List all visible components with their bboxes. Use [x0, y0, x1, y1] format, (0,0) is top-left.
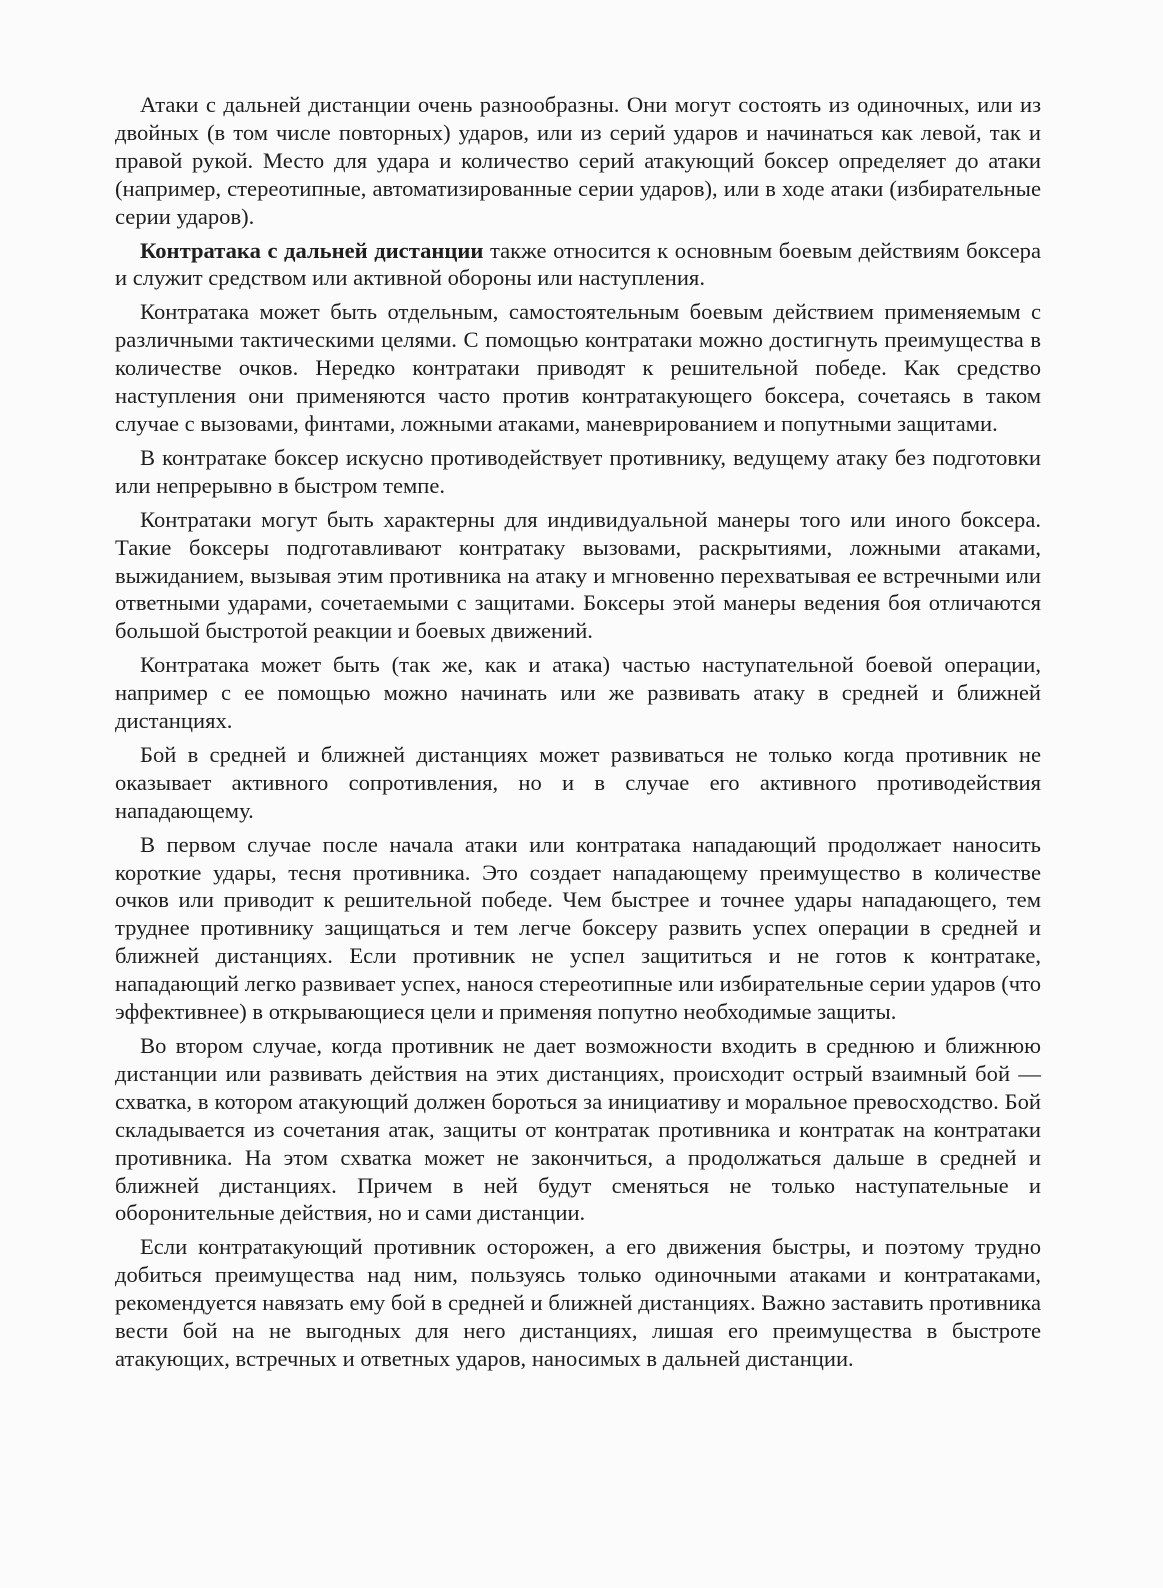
paragraph-3 [115, 298, 1041, 438]
paragraph-text: Бой в средней и ближней дистанциях может развиваться не только когда противник не оказывает активного сопротивления, но и в случае его активного противодействия нападающему. [115, 741, 1041, 823]
paragraph-text: В первом случае после начала атаки или контратака нападающий продолжает наносить короткие удары, тесня противника. Это создает нападающему преимущество в количестве очков или приводит к решительной победе. Чем быстрее и точнее удары нападающего, тем труднее противнику защищаться и тем легче боксеру развить успех операции в средней и ближней дистанциях. Если противник не успел защититься и не готов к контратаке, нападающий легко развивает успех, нанося стереотипные или избирательные серии ударов (что эффективнее) в открывающиеся цели и применяя попутно необходимые защиты. [115, 831, 1041, 1025]
paragraph-5 [115, 506, 1041, 646]
paragraph-text: В контратаке боксер искусно противодействует противнику, ведущему атаку без подготовки или непрерывно в быстром темпе. [115, 444, 1041, 498]
paragraph-4 [115, 444, 1041, 500]
paragraph-text: Контратака может быть отдельным, самостоятельным боевым действием применяемым с различными тактическими целями. С помощью контратаки можно достигнуть преимущества в количестве очков. Нередко контратаки приводят к решительной победе. Как средство наступления они применяются часто против контратакующего боксера, сочетаясь в таком случае с вызовами, финтами, ложными атаками, маневрированием и попутными защитами. [115, 299, 1041, 436]
paragraph-10 [115, 1233, 1041, 1373]
paragraph-text: Контратака может быть (так же, как и атака) частью наступательной боевой операции, например с ее помощью можно начинать или же развивать атаку в средней и ближней дистанциях. [115, 652, 1041, 734]
paragraph-2 [115, 237, 1041, 293]
paragraph-6 [115, 651, 1041, 735]
paragraph-text: Атаки с дальней дистанции очень разнообразны. Они могут состоять из одиночных, или из двойных (в том числе повторных) ударов, или из серий ударов и начинаться как левой, так и правой рукой. Место для удара и количество серий атакующий боксер определяет до атаки (например, стереотипные, автоматизированные серии ударов), или в ходе атаки (избирательные серии ударов). [115, 92, 1041, 229]
text-block [115, 91, 1041, 1379]
paragraph-7 [115, 741, 1041, 825]
paragraph-9 [115, 1032, 1041, 1227]
paragraph-8 [115, 831, 1041, 1026]
paragraph-1 [115, 91, 1041, 231]
paragraph-text: Если контратакующий противник осторожен, а его движения быстры, и поэтому трудно добиться преимущества над ним, пользуясь только одиночными атаками и контратаками, рекомендуется навязать ему бой в средней и ближней дистанциях. Важно заставить противника вести бой на не выгодных для него дистанциях, лишая его преимущества в быстроте атакующих, встречных и ответных ударов, наносимых в дальней дистанции. [115, 1234, 1041, 1371]
paragraph-text: также относится к основным боевым действиям боксера и служит средством или активной обороны или наступления. [115, 237, 1041, 291]
paragraph-lead-bold: Контратака с дальней дистанции [140, 237, 484, 263]
paragraph-text: Контратаки могут быть характерны для индивидуальной манеры того или иного боксера. Такие боксеры подготавливают контратаку вызовами, раскрытиями, ложными атаками, выжиданием, вызывая этим противника на атаку и мгновенно перехватывая ее встречными или ответными ударами, сочетаемыми с защитами. Боксеры этой манеры ведения боя отличаются большой быстротой реакции и боевых движений. [115, 506, 1041, 644]
paragraph-text: Во втором случае, когда противник не дает возможности входить в среднюю и ближнюю дистанции или развивать действия на этих дистанциях, происходит острый взаимный бой — схватка, в котором атакующий должен бороться за инициативу и моральное превосходство. Бой складывается из сочетания атак, защиты от контратак противника и контратак на контратаки противника. На этом схватка может не закончиться, а продолжаться дальше в средней и ближней дистанциях. Причем в ней будут сменяться не только наступательные и оборонительные действия, но и сами дистанции. [115, 1033, 1041, 1226]
